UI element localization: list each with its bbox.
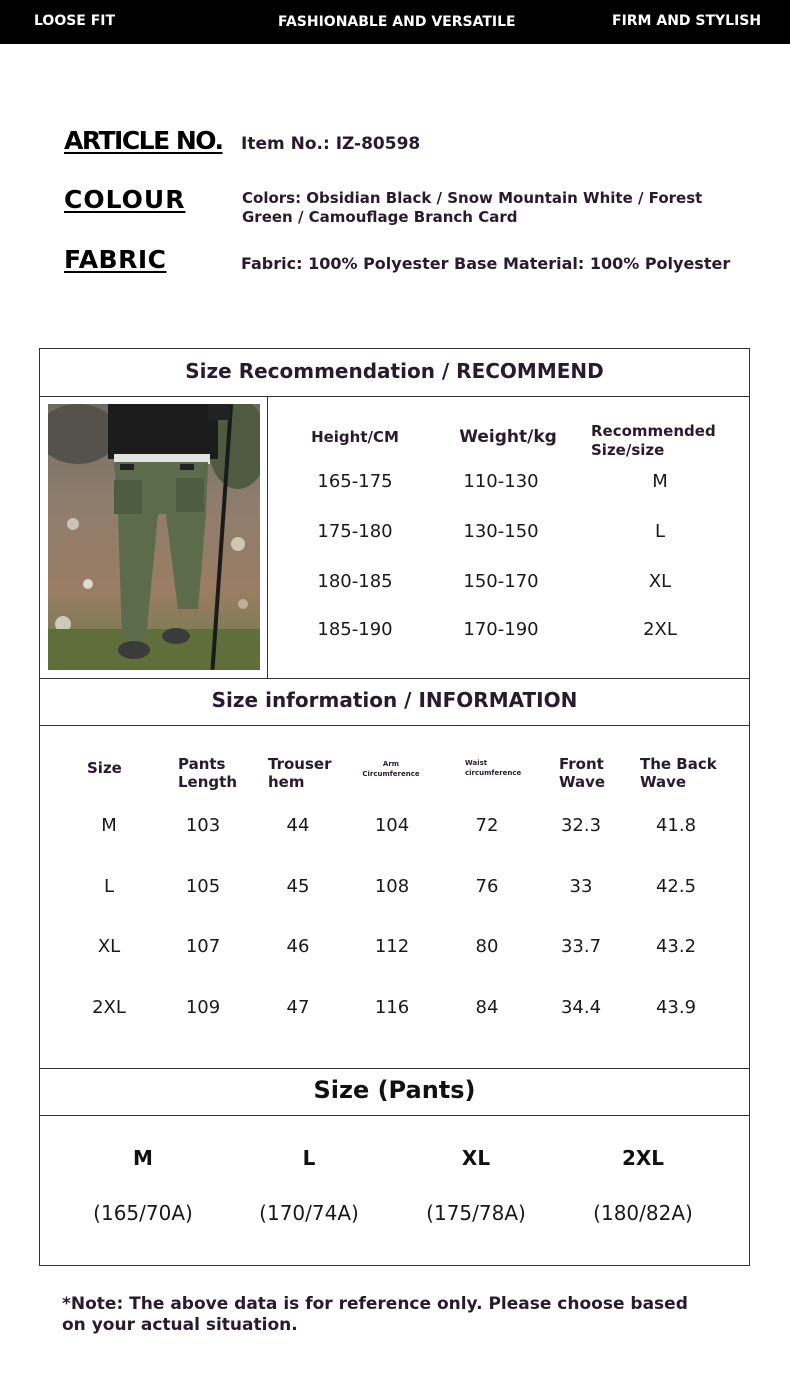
info-row-1-back: 41.8 [655, 815, 697, 836]
info-row-3-front: 33.7 [560, 936, 602, 957]
colour-value: Colors: Obsidian Black / Snow Mountain White / Forest Green / Camouflage Branch Card [242, 189, 703, 226]
info-row-3-length: 107 [185, 936, 221, 957]
info-row-4-length: 109 [185, 997, 221, 1018]
recommend-photo-divider [267, 396, 268, 679]
info-row-4-back: 43.9 [655, 997, 697, 1018]
rec-row-1-weight: 110-130 [463, 471, 539, 492]
info-row-2-back: 42.5 [655, 876, 697, 897]
rec-row-1-size: M [652, 471, 668, 492]
info-row-4-arm: 116 [374, 997, 410, 1018]
rec-row-3-size: XL [648, 571, 672, 592]
rec-row-3-weight: 150-170 [463, 571, 539, 592]
info-row-1-front: 32.3 [560, 815, 602, 836]
information-title: Size information / INFORMATION [211, 688, 578, 712]
rec-row-2-size: L [654, 521, 666, 542]
reference-note: *Note: The above data is for reference only. Please choose based on your actual situation. [62, 1294, 688, 1335]
rec-row-2-height: 175-180 [317, 521, 393, 542]
info-row-3-arm: 112 [374, 936, 410, 957]
rec-row-1-height: 165-175 [317, 471, 393, 492]
info-header-front-wave: Front Wave [559, 755, 606, 791]
pants-code-l: (170/74A) [259, 1201, 359, 1225]
pants-title: Size (Pants) [313, 1076, 476, 1104]
banner-loose-fit: LOOSE FIT [34, 13, 116, 29]
top-banner [0, 0, 790, 44]
rec-row-2-weight: 130-150 [463, 521, 539, 542]
info-row-4-front: 34.4 [560, 997, 602, 1018]
pants-title-divider [39, 1115, 750, 1116]
info-row-4-waist: 84 [475, 997, 499, 1018]
rec-row-4-height: 185-190 [317, 619, 393, 640]
info-row-2-front: 33 [569, 876, 593, 897]
info-header-back-wave: The Back Wave [640, 755, 717, 791]
header-height: Height/CM [311, 428, 399, 446]
info-row-2-waist: 76 [475, 876, 499, 897]
fabric-label: FABRIC [64, 245, 167, 274]
info-header-size: Size [87, 759, 122, 777]
info-row-4-hem: 47 [286, 997, 310, 1018]
info-row-1-waist: 72 [475, 815, 499, 836]
header-recommended-size: Recommended Size/size [591, 422, 716, 459]
info-header-waist-circumference: Waist circumference [465, 759, 522, 777]
recommend-title: Size Recommendation / RECOMMEND [185, 359, 604, 383]
pants-size-l: L [302, 1146, 316, 1170]
banner-fashionable: FASHIONABLE AND VERSATILE [278, 14, 516, 30]
colour-label: COLOUR [64, 185, 186, 214]
info-header-arm-circumference: Arm Circumference [362, 760, 420, 778]
info-row-4-size: 2XL [92, 997, 126, 1018]
info-row-2-hem: 45 [286, 876, 310, 897]
banner-firm-stylish: FIRM AND STYLISH [612, 13, 762, 29]
pants-size-xl: XL [461, 1146, 491, 1170]
info-row-2-size: L [103, 876, 115, 897]
info-row-1-arm: 104 [374, 815, 410, 836]
pants-code-m: (165/70A) [93, 1201, 193, 1225]
rec-row-4-weight: 170-190 [463, 619, 539, 640]
article-no-value: Item No.: IZ-80598 [241, 134, 421, 154]
model-photo [48, 404, 260, 670]
info-row-3-size: XL [97, 936, 121, 957]
info-row-3-back: 43.2 [655, 936, 697, 957]
recommend-title-divider [39, 396, 750, 397]
info-header-trouser-hem: Trouser hem [268, 755, 332, 791]
pants-code-2xl: (180/82A) [593, 1201, 693, 1225]
article-no-label: ARTICLE NO. [64, 126, 223, 155]
pants-size-2xl: 2XL [621, 1146, 665, 1170]
info-row-2-length: 105 [185, 876, 221, 897]
info-header-pants-length: Pants Length [178, 755, 237, 791]
info-row-1-size: M [101, 815, 117, 836]
pants-code-xl: (175/78A) [426, 1201, 526, 1225]
rec-row-3-height: 180-185 [317, 571, 393, 592]
information-title-divider [39, 725, 750, 726]
info-row-1-length: 103 [185, 815, 221, 836]
info-row-2-arm: 108 [374, 876, 410, 897]
header-weight: Weight/kg [459, 427, 557, 447]
info-row-1-hem: 44 [286, 815, 310, 836]
pants-size-m: M [133, 1146, 153, 1170]
rec-row-4-size: 2XL [643, 619, 677, 640]
info-row-3-waist: 80 [475, 936, 499, 957]
fabric-value: Fabric: 100% Polyester Base Material: 100% Polyester [241, 254, 731, 273]
info-row-3-hem: 46 [286, 936, 310, 957]
